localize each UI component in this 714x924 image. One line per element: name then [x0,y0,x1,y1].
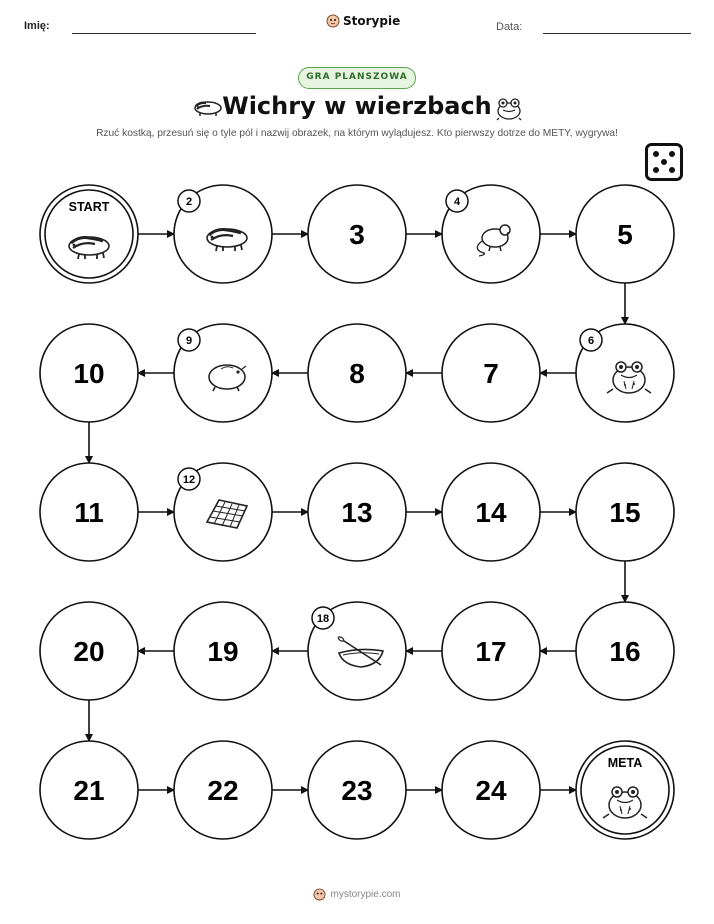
board-space-6 [576,324,674,422]
board-space-1 [40,185,138,283]
board-space-21 [40,741,138,839]
board-space-25 [576,741,674,839]
board-space-12 [174,463,272,561]
name-label: Imię: [24,20,50,32]
board-space-18 [308,602,406,700]
space-number: 22 [207,775,239,806]
space-number: 9 [185,335,193,347]
space-number: 18 [316,613,330,625]
date-label: Data: [496,21,523,33]
finish-label: META [607,756,643,770]
space-number: 3 [349,219,365,250]
footer-site[interactable]: mystorypie.com [330,889,401,900]
board-space-23 [308,741,406,839]
space-number: 5 [617,219,633,250]
board-space-2 [174,185,272,283]
board-space-3 [308,185,406,283]
space-number: 16 [609,636,641,667]
board-space-24 [442,741,540,839]
board-space-16 [576,602,674,700]
board-space-22 [174,741,272,839]
space-number: 17 [475,636,507,667]
storypie-mascot-icon [313,888,326,901]
board-space-11 [40,463,138,561]
space-number: 11 [74,497,104,528]
space-number: 6 [587,335,595,347]
board-space-15 [576,463,674,561]
space-number: 14 [475,497,507,528]
board-space-10 [40,324,138,422]
space-number: 23 [341,775,373,806]
space-number: 21 [73,775,105,806]
brand-name: Storypie [343,14,401,28]
board-space-9 [174,324,272,422]
board-space-14 [442,463,540,561]
space-number: 19 [207,636,239,667]
space-number: 10 [73,358,105,389]
space-number: 8 [349,358,365,389]
space-number: 4 [453,196,461,208]
board-space-4 [442,185,540,283]
board-space-19 [174,602,272,700]
space-number: 2 [185,196,193,208]
space-number: 24 [475,775,507,806]
board-space-20 [40,602,138,700]
instructions: Rzuć kostką, przesuń się o tyle pól i nazwij obrazek, na którym wylądujesz. Kto pierwszy dotrze do METY, wygrywa! [96,128,618,139]
space-number: 15 [609,497,641,528]
board-space-7 [442,324,540,422]
space-number: 20 [73,636,105,667]
space-number: 7 [483,358,499,389]
game-type-badge: GRA PLANSZOWA [298,67,416,89]
board-space-17 [442,602,540,700]
page-title: Wichry w wierzbach [222,92,492,120]
board-space-13 [308,463,406,561]
footer [0,888,714,901]
board-space-5 [576,185,674,283]
space-number: 12 [182,474,196,486]
space-number: 13 [341,497,373,528]
board-space-8 [308,324,406,422]
start-label: START [68,200,110,214]
